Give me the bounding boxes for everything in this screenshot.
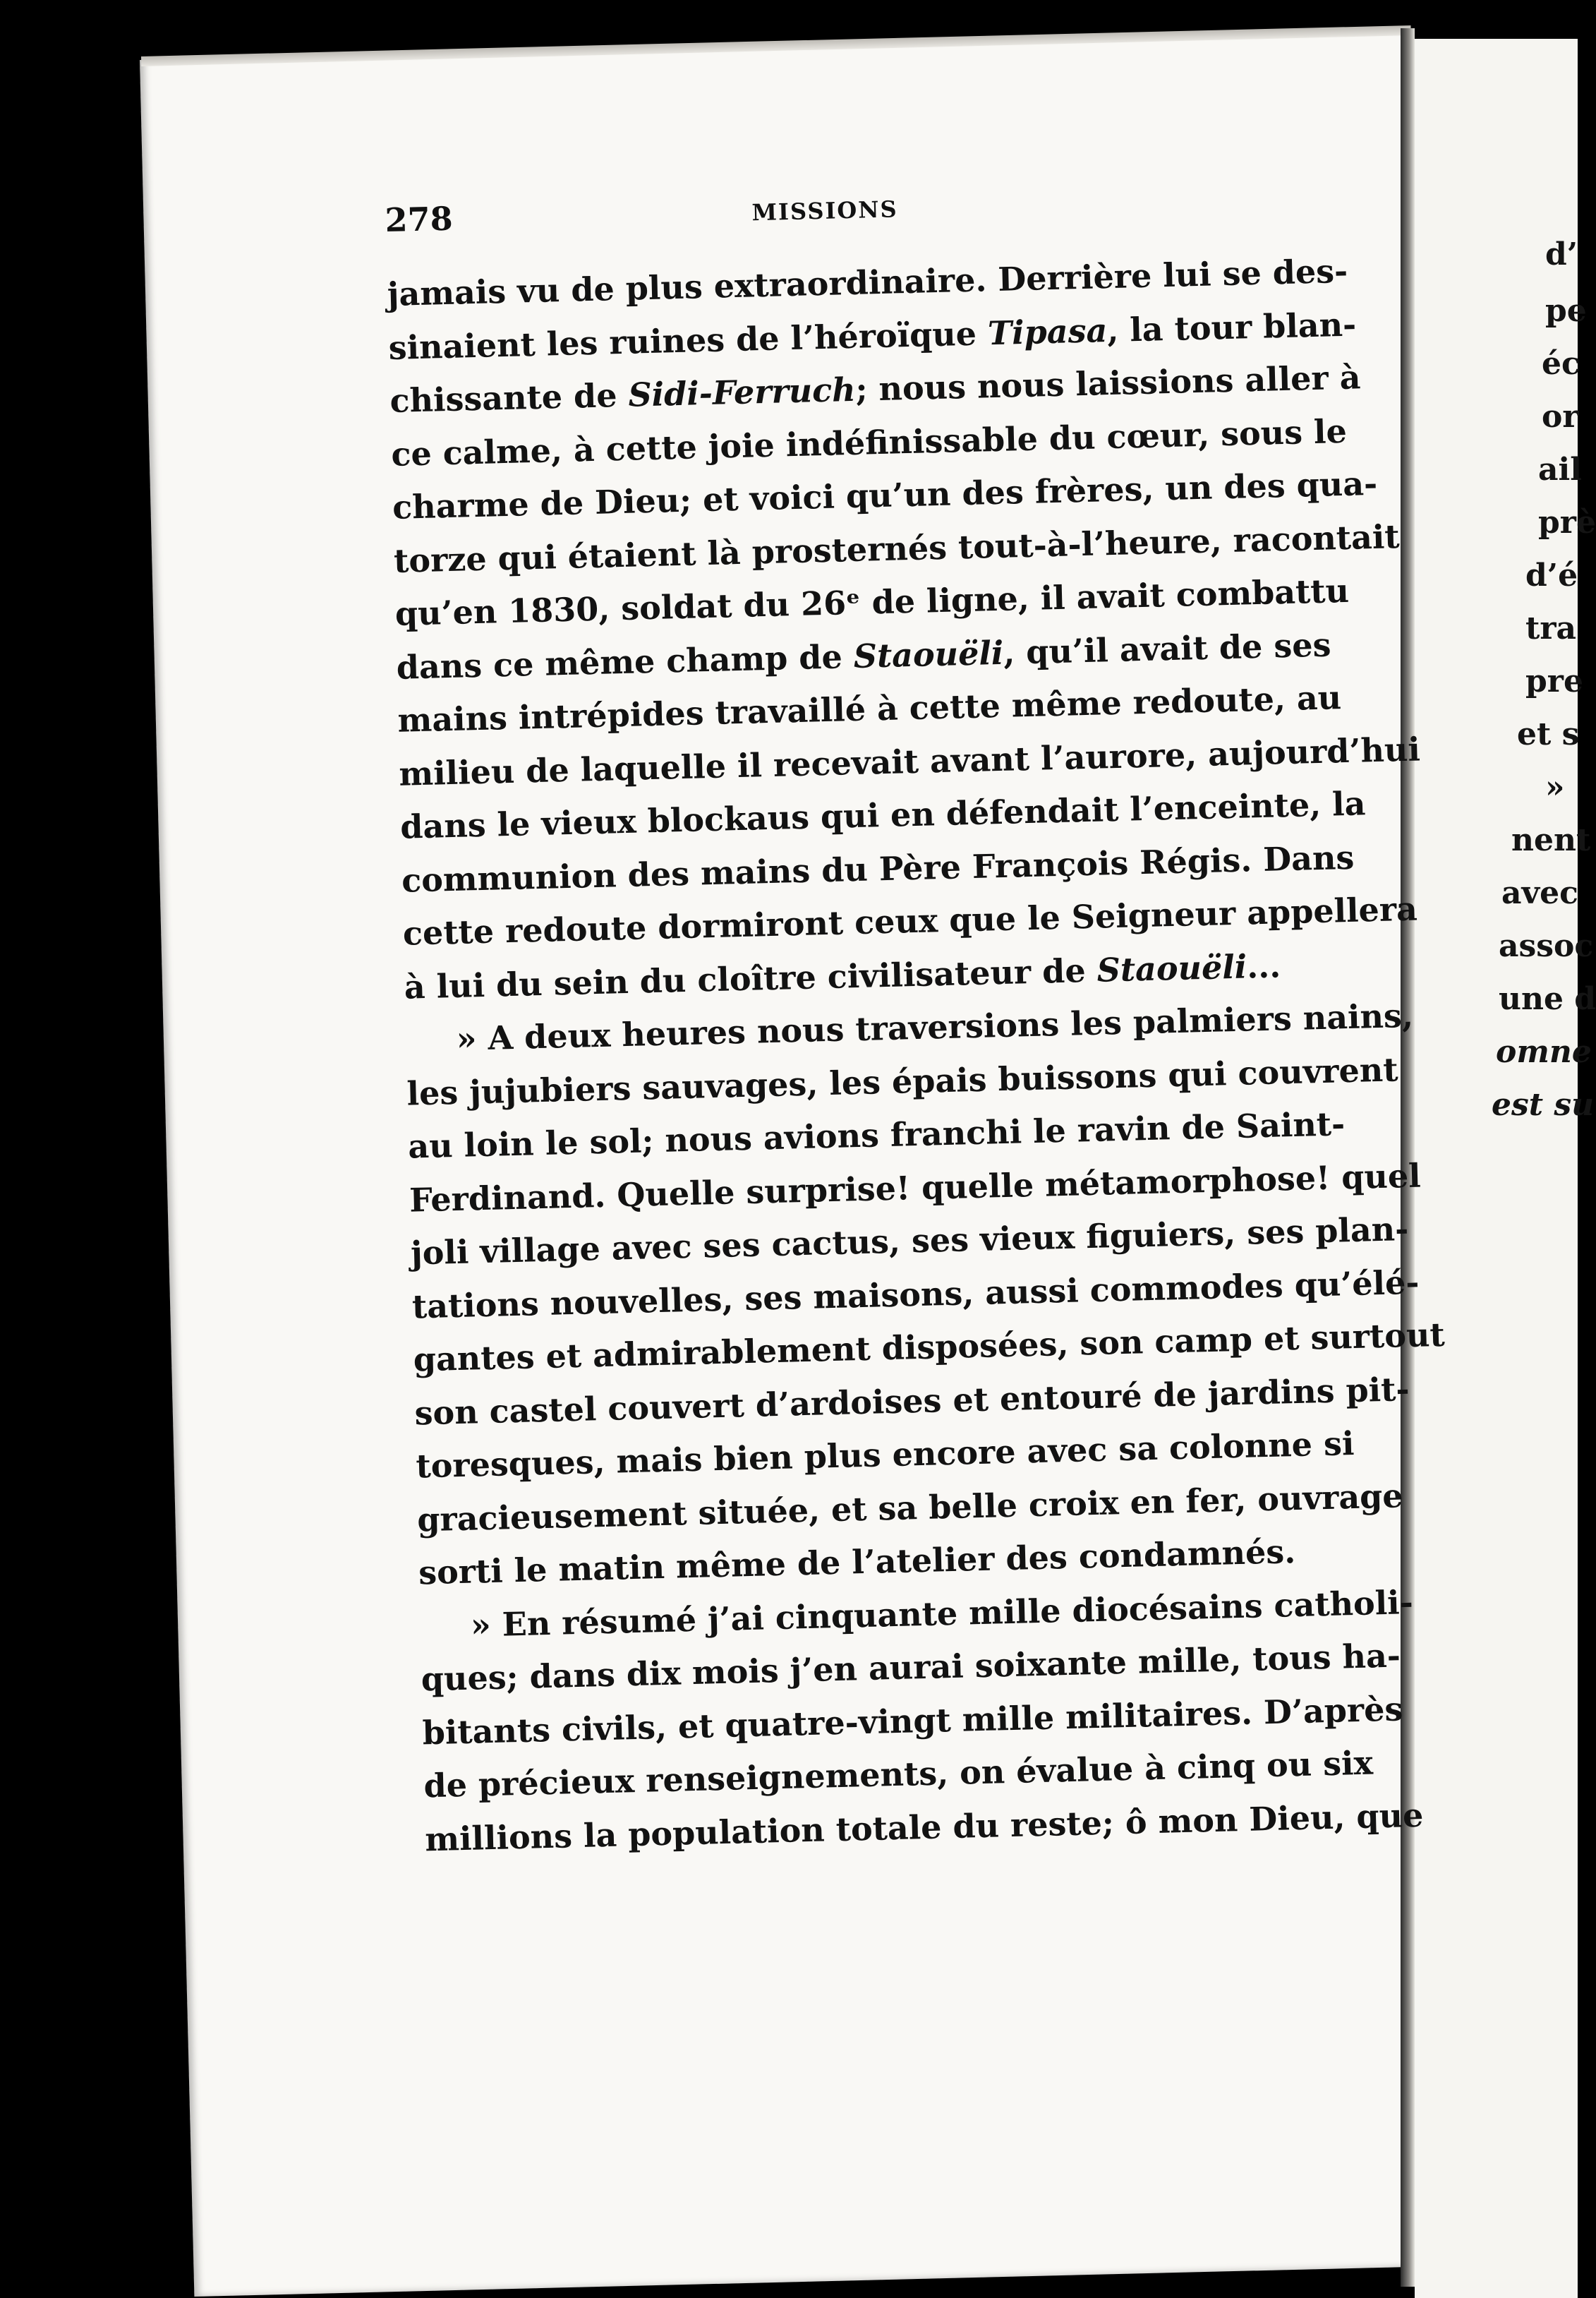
text-line: sorti le matin même de l’atelier des condamnés. — [418, 1532, 1296, 1592]
right-page-fragment: ail — [1538, 452, 1582, 488]
text-line: cette redoute dormiront ceux que le Seigneur appellera — [402, 889, 1418, 953]
place-name: Sidi-Ferruch — [627, 370, 857, 414]
right-page-fragment: avec — [1501, 875, 1578, 911]
text-line: » En résumé j’ai cinquante mille diocésains catholi- — [470, 1582, 1414, 1644]
text-line: toresques, mais bien plus encore avec sa colonne si — [415, 1424, 1355, 1486]
right-page-fragment: est su — [1492, 1087, 1595, 1123]
text-line: de précieux renseignements, on évalue à cinq ou six — [423, 1743, 1374, 1805]
text-line: millions la population totale du reste; ô mon Dieu, que — [424, 1795, 1424, 1858]
running-title: MISSIONS — [751, 195, 899, 227]
right-page-fragment: et s — [1517, 716, 1580, 752]
right-page-fragment: éc — [1542, 346, 1580, 382]
place-name: Tipasa — [987, 311, 1108, 352]
body-text — [387, 247, 1446, 1867]
right-page-fragment: pre — [1525, 663, 1583, 699]
text-line: » A deux heures nous traversions les palmiers nains, — [456, 996, 1414, 1058]
place-name: Staouëli — [853, 633, 1004, 675]
place-name: Staouëli — [1096, 947, 1247, 989]
right-page-fragment: une d — [1499, 981, 1596, 1017]
text-line: joli village avec ses cactus, ses vieux figuiers, ses plan- — [410, 1210, 1409, 1273]
right-page-fragment: » — [1545, 769, 1565, 805]
text-line: dans ce même champ de Staouëli, qu’il avait de ses — [396, 625, 1331, 687]
text-line: sinaient les ruines de l’héroïque Tipasa, la tour blan- — [388, 304, 1357, 367]
text-line: tations nouvelles, ses maisons, aussi commodes qu’élé- — [411, 1263, 1420, 1326]
right-page-fragment: omne — [1496, 1034, 1592, 1070]
text-line: ce calme, à cette joie indéfinissable du cœur, sous le — [390, 411, 1348, 474]
text-line: à lui du sein du cloître civilisateur de Staouëli... — [404, 946, 1281, 1006]
right-page-fragment: pe — [1545, 293, 1587, 329]
text-line: charme de Dieu; et voici qu’un des frères, un des qua- — [392, 464, 1378, 527]
right-page-fragment: or — [1542, 399, 1579, 435]
text-line: les jujubiers sauvages, les épais buissons qui couvrent — [406, 1049, 1399, 1113]
text-line: bitants civils, et quatre-vingt mille militaires. D’après — [422, 1689, 1403, 1752]
text-line: chissante de Sidi-Ferruch; nous nous laissions aller à — [389, 358, 1362, 420]
text-line: torze qui étaient là prosternés tout-à-l’heure, racontait — [393, 517, 1401, 580]
text-line: Ferdinand. Quelle surprise! quelle métamorphose! quel — [409, 1156, 1422, 1220]
text-line: mains intrépides travaillé à cette même redoute, au — [397, 678, 1342, 740]
text-line: son castel couvert d’ardoises et entouré de jardins pit- — [413, 1369, 1410, 1433]
text-line: ques; dans dix mois j’en aurai soixante mille, tous ha- — [421, 1636, 1401, 1699]
text-line: gantes et admirablement disposées, son camp et surtout — [413, 1315, 1446, 1379]
text-line: gracieusement située, et sa belle croix en fer, ouvrage — [416, 1476, 1404, 1539]
right-page-fragment: prè — [1538, 505, 1596, 541]
right-page-fragment: d’ — [1545, 236, 1578, 272]
text-line: jamais vu de plus extraordinaire. Derrière lui se des- — [387, 251, 1348, 313]
text-line: qu’en 1830, soldat du 26ᵉ de ligne, il avait combattu — [394, 571, 1350, 633]
right-page-fragment: d’é — [1525, 558, 1578, 594]
page-number: 278 — [385, 199, 454, 239]
text-line: dans le vieux blockaus qui en défendait l’enceinte, la — [399, 784, 1367, 846]
right-page-fragment: nent — [1511, 822, 1591, 858]
right-page-fragment: tra — [1525, 610, 1577, 646]
text-line: au loin le sol; nous avions franchi le ravin de Saint- — [407, 1105, 1346, 1166]
text-line: milieu de laquelle il recevait avant l’aurore, aujourd’hui — [398, 729, 1421, 793]
text-line: communion des mains du Père François Régis. Dans — [401, 838, 1355, 900]
right-page-fragment: assoc — [1499, 928, 1594, 964]
